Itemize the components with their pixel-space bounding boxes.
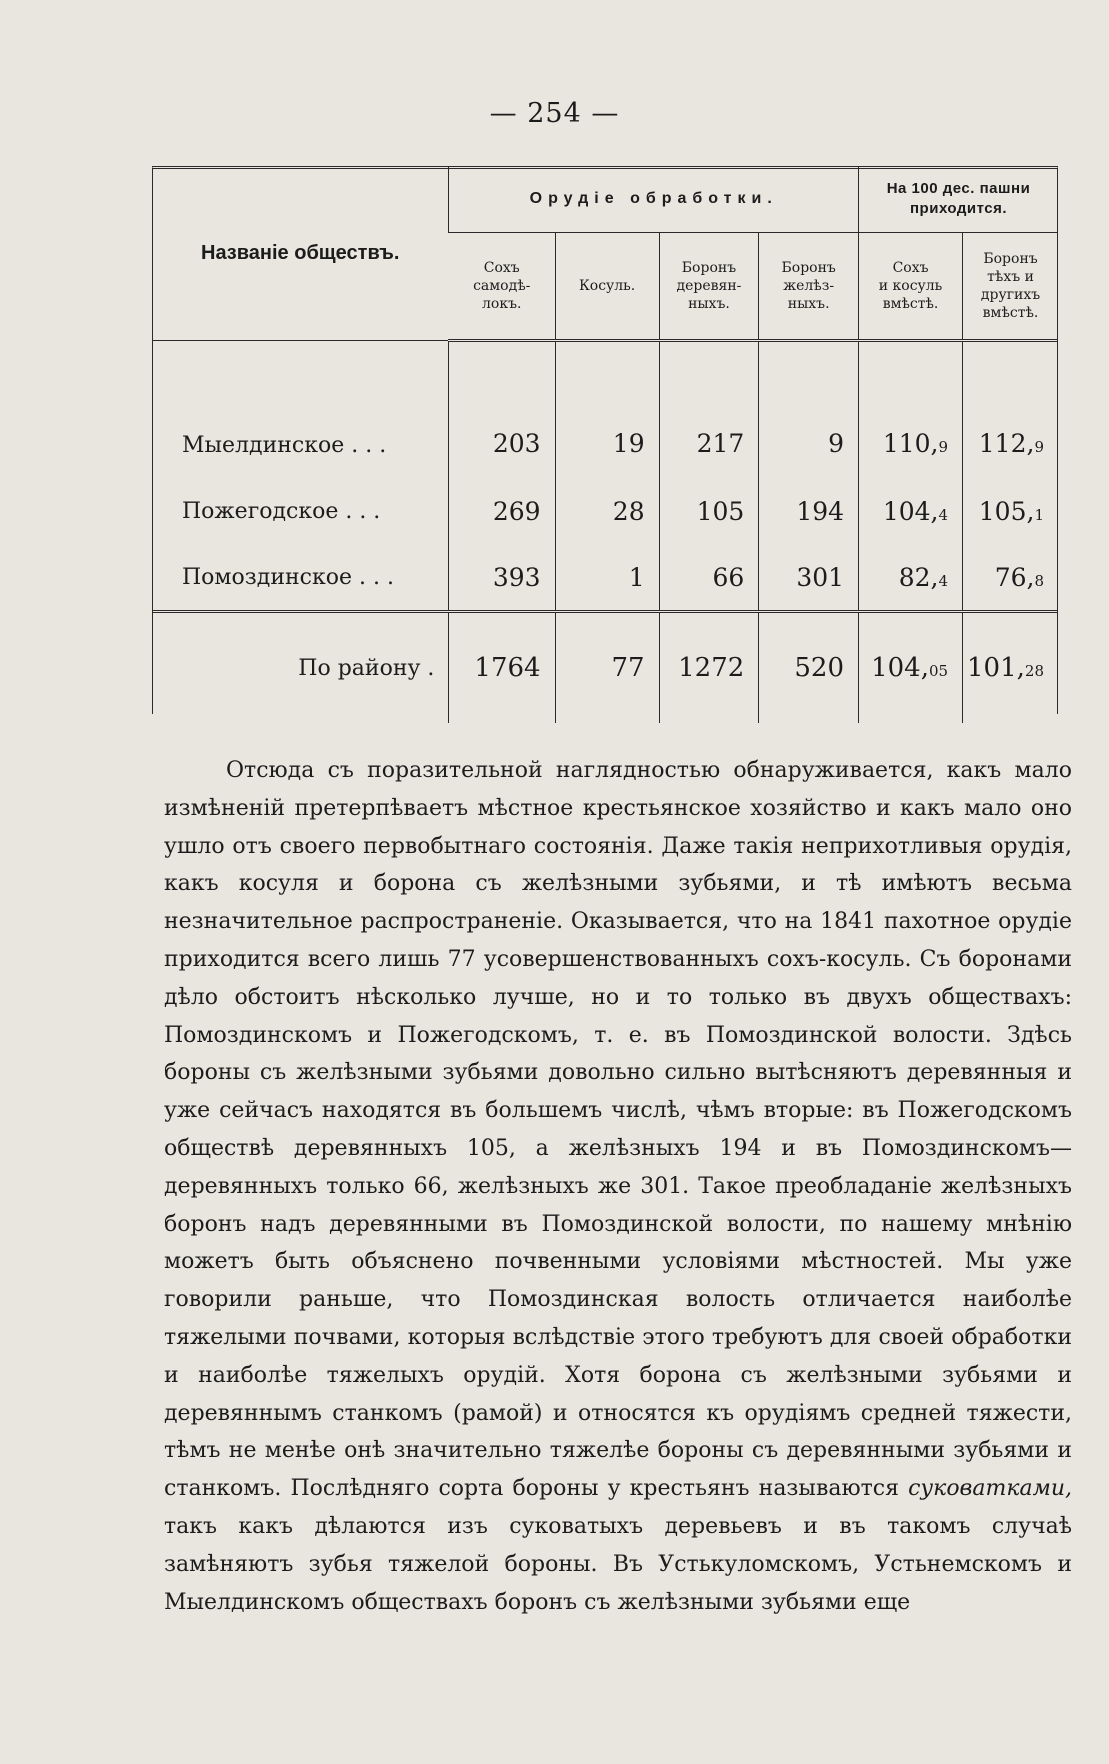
header-society-name: Названіе обществъ.	[152, 166, 449, 341]
paragraph	[164, 752, 1072, 1621]
value-int: 104,	[882, 496, 939, 526]
paragraph-text-continued: такъ какъ дѣлаются изъ суковатыхъ деревьевъ и въ такомъ случаѣ замѣняютъ зубья тяжелой бороны. Въ Устькуломскомъ, Устьнемскомъ и Мыелдинскомъ обществахъ боронъ съ желѣзными зубьями еще	[164, 1513, 1072, 1615]
value-int: 112,	[978, 429, 1035, 458]
subheader-kosul: Косуль.	[555, 233, 659, 341]
header-tools-group: Орудіе обработки.	[449, 166, 859, 233]
cell-sokh-kosul-total	[859, 478, 963, 544]
value-int: 104,	[871, 653, 929, 683]
value-int: 101,	[967, 653, 1025, 683]
statistics-table	[152, 166, 1058, 714]
subheader-boron-total: Боронъ тѣхъ и другихъ вмѣстѣ.	[963, 233, 1058, 341]
cell-boron-iron: 520	[759, 612, 859, 724]
cell-sokh: 1764	[449, 612, 555, 724]
table-total-row	[152, 612, 1058, 724]
value-decimal: 05	[928, 662, 949, 680]
cell-boron-total	[963, 544, 1058, 612]
cell-kosul: 28	[555, 478, 659, 544]
value-decimal: 8	[1034, 571, 1044, 590]
cell-boron-iron: 9	[759, 341, 859, 479]
cell-boron-total	[963, 341, 1058, 479]
value-int: 76,	[994, 562, 1035, 592]
cell-kosul: 77	[555, 612, 659, 724]
value-decimal: 4	[938, 571, 949, 590]
paragraph-text: Отсюда съ поразительной наглядностью обнаруживается, какъ мало измѣненій претерпѣваетъ мѣстное крестьянское хозяйство и какъ мало оно ушло отъ своего первобытнаго состоянія. Даже такія неприхотливыя орудія, какъ косуля и борона съ желѣзными зубьями, и тѣ имѣютъ весьма незначительное распространеніе. Оказывается, что на 1841 пахотное орудіе приходится всего лишь 77 усовершенствованныхъ сохъ-косуль. Съ боронами дѣло обстоитъ нѣсколько лучше, но и то только въ двухъ обществахъ: Помоздинскомъ и Пожегодскомъ, т. е. въ Помоздинской волости. Здѣсь бороны съ желѣзными зубьями довольно сильно вытѣсняютъ деревянныя и уже сейчасъ находятся въ большемъ числѣ, чѣмъ вторые: въ Пожегодскомъ обществѣ деревянныхъ 105, а желѣзныхъ 194 и въ Помоздинскомъ—деревянныхъ только 66, желѣзныхъ же 301. Такое преобладаніе желѣзныхъ боронъ надъ деревянными въ Помоздинской волости, по нашему мнѣнію можетъ быть объяснено почвенными условіями мѣстностей. Мы уже говорили раньше, что Помоздинская волость отличается наиболѣе тяжелыми почвами, которыя вслѣдствіе этого требуютъ для своей обработки и наиболѣе тяжелыхъ орудій. Хотя борона съ желѣзными зубьями и деревяннымъ станкомъ (рамой) и относятся къ орудіямъ средней тяжести, тѣмъ не менѣе онѣ значительно тяжелѣе бороны съ деревянными зубьями и станкомъ. Послѣдняго сорта бороны у крестьянъ называются	[164, 758, 1072, 1502]
table-row	[152, 478, 1058, 544]
cell-boron-total	[963, 478, 1058, 544]
subheader-sokh-kosul-total: Сохъ и косуль вмѣстѣ.	[859, 233, 963, 341]
cell-boron-wooden: 217	[659, 341, 759, 479]
subheader-boron-wooden: Боронъ деревян- ныхъ.	[659, 233, 759, 341]
cell-sokh: 269	[449, 478, 555, 544]
cell-boron-wooden: 66	[659, 544, 759, 612]
value-int: 82,	[898, 562, 939, 592]
value-decimal: 4	[938, 505, 949, 524]
cell-boron-iron: 194	[759, 478, 859, 544]
cell-kosul: 1	[555, 544, 659, 612]
cell-boron-wooden: 1272	[659, 612, 759, 724]
body-text	[164, 752, 1072, 1621]
cell-boron-total	[963, 612, 1058, 724]
cell-sokh: 393	[449, 544, 555, 612]
italic-term: суковатками,	[908, 1476, 1072, 1502]
society-name: Мыелдинское . . .	[182, 433, 387, 458]
cell-boron-wooden: 105	[659, 478, 759, 544]
value-decimal: 9	[938, 438, 949, 456]
cell-kosul: 19	[555, 341, 659, 479]
value-int: 110,	[882, 429, 939, 458]
page-number: — 254 —	[489, 98, 620, 129]
table-header-row	[152, 166, 1058, 233]
subheader-sokh: Сохъ самодѣ- локъ.	[449, 233, 555, 341]
value-decimal: 28	[1024, 662, 1044, 680]
value-decimal: 9	[1034, 438, 1044, 456]
header-per-100-group: На 100 дес. пашни приходится.	[859, 166, 1058, 233]
value-int: 105,	[978, 496, 1035, 526]
cell-sokh-kosul-total	[859, 544, 963, 612]
subheader-boron-iron: Боронъ желѣз- ныхъ.	[759, 233, 859, 341]
cell-sokh: 203	[449, 341, 555, 479]
society-name: Помоздинское . . .	[182, 564, 394, 590]
table-row	[152, 544, 1058, 612]
table-row	[152, 341, 1058, 479]
cell-boron-iron: 301	[759, 544, 859, 612]
society-name: Пожегодское . . .	[182, 498, 381, 524]
total-label: По району .	[152, 612, 449, 724]
cell-sokh-kosul-total	[859, 612, 963, 724]
value-decimal: 1	[1034, 505, 1044, 524]
cell-sokh-kosul-total	[859, 341, 963, 479]
